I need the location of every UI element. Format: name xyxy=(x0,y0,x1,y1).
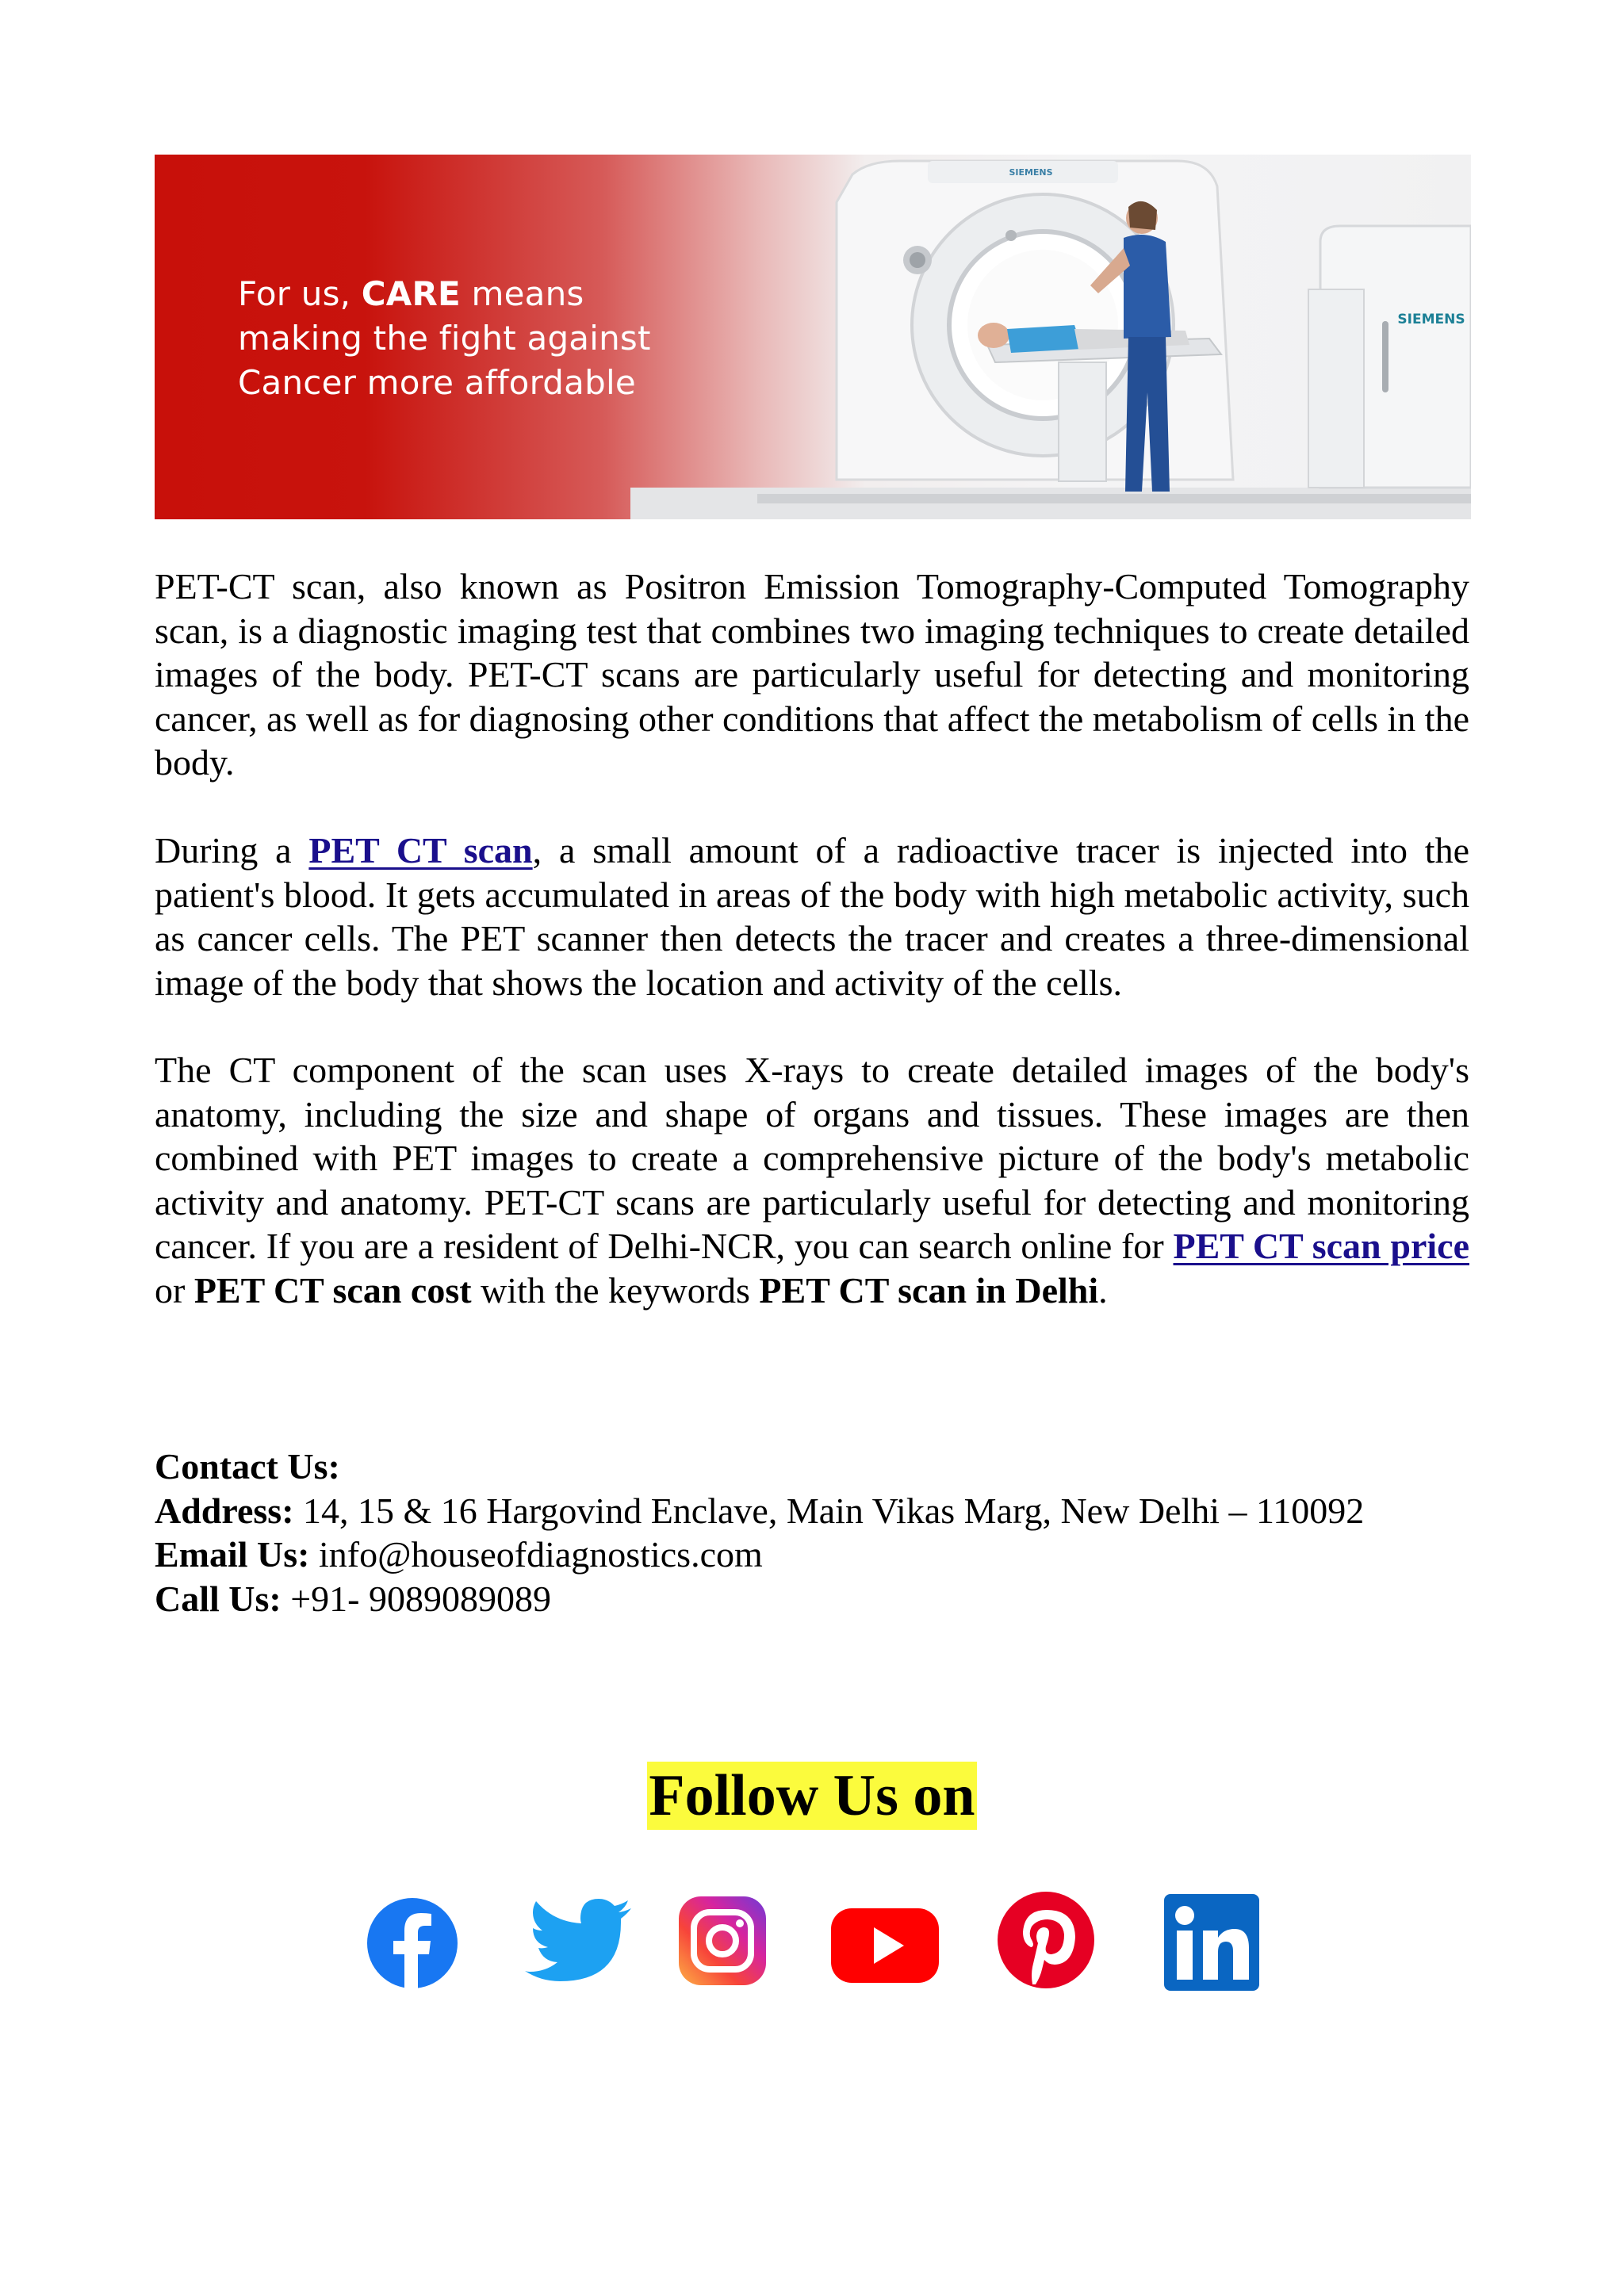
linkedin-icon[interactable] xyxy=(1162,1891,1262,1994)
keyword-scan-cost: PET CT scan cost xyxy=(193,1269,472,1311)
contact-heading: Contact Us: xyxy=(155,1446,340,1487)
follow-title: Follow Us on xyxy=(649,1763,975,1828)
banner-line1-suffix: means xyxy=(460,274,584,313)
twitter-icon[interactable] xyxy=(523,1891,634,1994)
banner-brand-top: SIEMENS xyxy=(1009,167,1053,178)
procedure-text-rest: , a small amount of a radioactive tracer is injected into the patient's blood. It gets accumulated in areas of the body with high metabolic activity, such as cancer cells. The PET scanner then detects the tracer and creates a three-dimensional image of the body that shows the location and activity of the cells. xyxy=(155,830,1469,1003)
ct-end: . xyxy=(1098,1269,1108,1311)
email-line xyxy=(155,1533,1503,1577)
email-label: Email Us: xyxy=(155,1534,310,1575)
ct-paragraph xyxy=(155,1048,1469,1312)
address-label: Address: xyxy=(155,1490,294,1531)
banner-brand-side: SIEMENS xyxy=(1397,312,1465,327)
banner-tagline-line2: making the fight against xyxy=(238,319,651,358)
intro-paragraph xyxy=(155,564,1469,785)
follow-section xyxy=(0,1762,1624,1830)
pet-ct-scan-price-link[interactable]: PET CT scan price xyxy=(1173,1226,1469,1266)
banner-tagline xyxy=(238,272,651,405)
phone-label: Call Us: xyxy=(155,1578,282,1619)
procedure-paragraph xyxy=(155,828,1469,1004)
address-line xyxy=(155,1489,1503,1533)
phone-value[interactable]: +91- 9089089089 xyxy=(281,1578,551,1619)
ct-or: or xyxy=(155,1269,194,1311)
banner-tagline-line3: Cancer more affordable xyxy=(238,363,636,402)
banner-line1-prefix: For us, xyxy=(238,274,362,313)
hero-banner xyxy=(155,155,1471,519)
banner-care-word: CARE xyxy=(361,274,461,313)
ct-with-keywords: with the keywords xyxy=(471,1269,760,1311)
instagram-icon[interactable] xyxy=(676,1891,768,1994)
pet-ct-scan-link[interactable]: PET CT scan xyxy=(308,830,533,871)
intro-text: PET-CT scan, also known as Positron Emission Tomography-Computed Tomography scan, is a diagnostic imaging test that combines two imaging techniques to create detailed images of the body. PET-CT scans are particularly useful for detecting and monitoring cancer, as well as for diagnosing other conditions that affect the metabolism of cells in the body. xyxy=(155,566,1469,783)
procedure-text-start: During a xyxy=(155,830,309,871)
youtube-icon[interactable] xyxy=(829,1891,940,1994)
facebook-icon[interactable] xyxy=(365,1891,460,1994)
address-value: 14, 15 & 16 Hargovind Enclave, Main Vikas Marg, New Delhi – 110092 xyxy=(293,1490,1365,1531)
banner-tagline-line1 xyxy=(238,272,651,316)
pinterest-icon[interactable] xyxy=(996,1891,1096,1994)
ct-text: The CT component of the scan uses X-rays to create detailed images of the body's anatomy, including the size and shape of organs and tissues. These images are then combined with PET images to create a comprehensive picture of the body's metabolic activity and anatomy. PET-CT scans are particularly useful for detecting and monitoring cancer. If you are a resident of Delhi-NCR, you can search online for xyxy=(155,1050,1469,1266)
keyword-scan-in-delhi: PET CT scan in Delhi xyxy=(759,1269,1099,1311)
phone-line xyxy=(155,1577,1503,1621)
email-value[interactable]: info@houseofdiagnostics.com xyxy=(309,1534,763,1575)
contact-section xyxy=(155,1445,1503,1621)
